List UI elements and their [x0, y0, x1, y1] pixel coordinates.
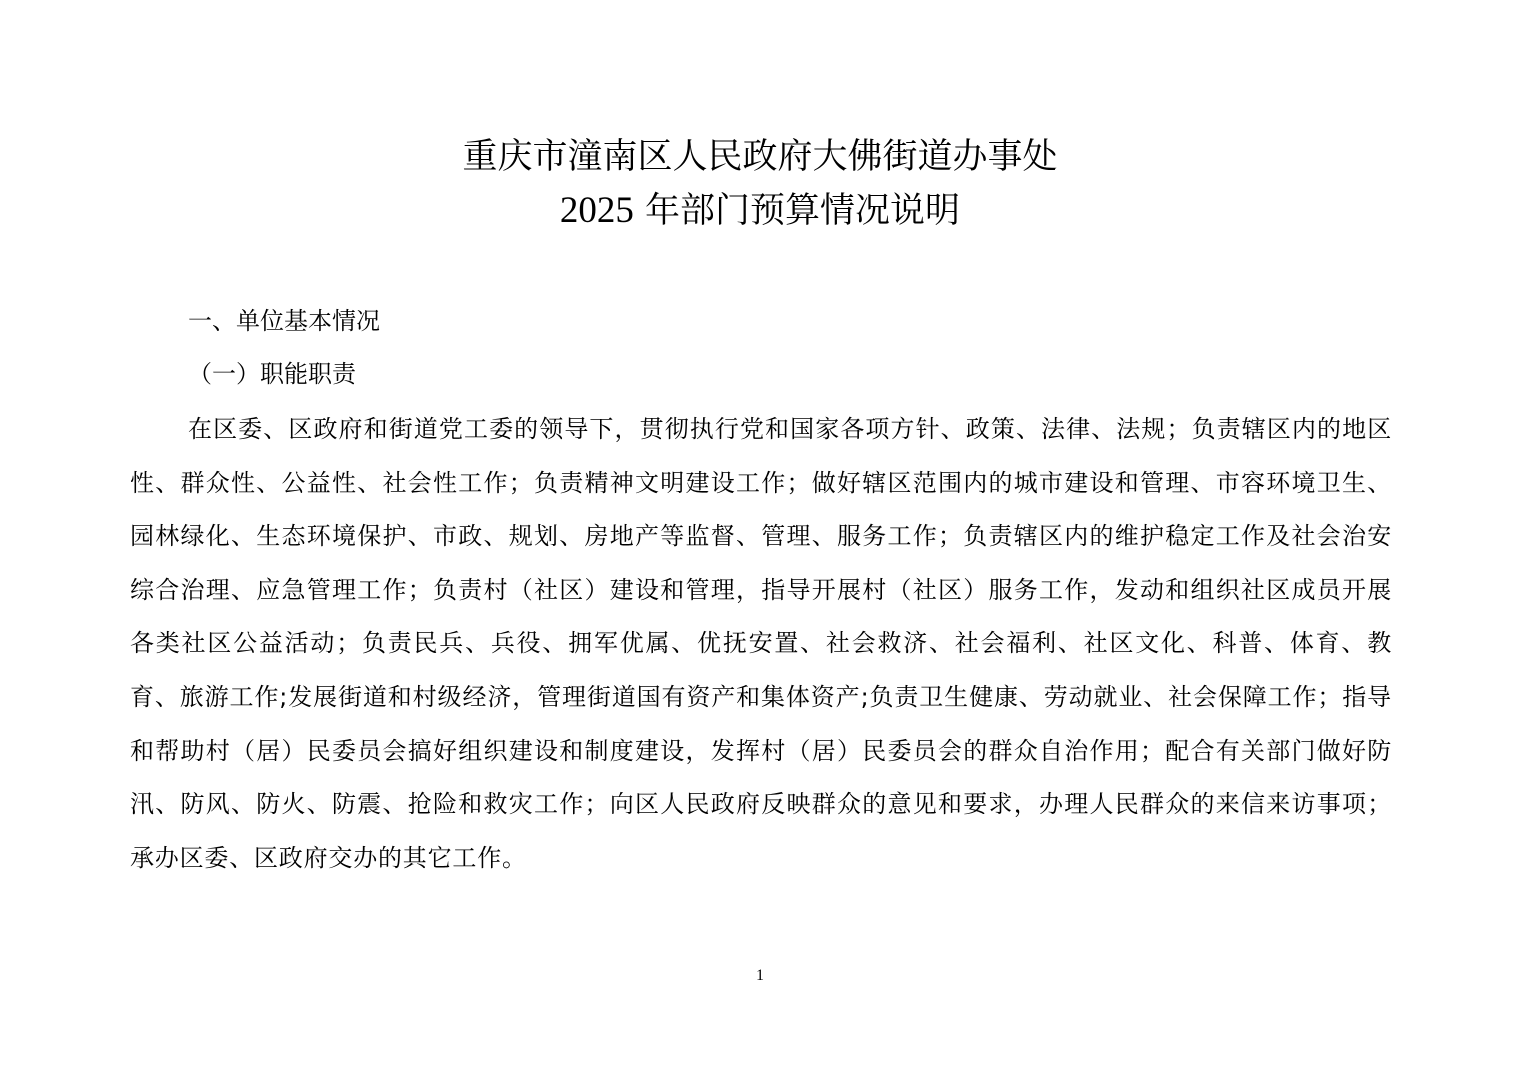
document-title-line-1: 重庆市潼南区人民政府大佛街道办事处: [462, 137, 1058, 177]
body-paragraph: 在区委、区政府和街道党工委的领导下，贯彻执行党和国家各项方针、政策、法律、法规；负责辖区内的地区性、群众性、公益性、社会性工作；负责精神文明建设工作；做好辖区范围内的城市建设和管理、市容环境卫生、园林绿化、生态环境保护、市政、规划、房地产等监督、管理、服务工作；负责辖区内的维护稳定工作及社会治安综合治理、应急管理工作；负责村（社区）建设和管理，指导开展村（社区）服务工作，发动和组织社区成员开展各类社区公益活动；负责民兵、兵役、拥军优属、优抚安置、社会救济、社会福利、社区文化、科普、体育、教育、旅游工作;发展街道和村级经济，管理街道国有资产和集体资产;负责卫生健康、劳动就业、社会保障工作；指导和帮助村（居）民委员会搞好组织建设和制度建设，发挥村（居）民委员会的群众自治作用；配合有关部门做好防汛、防风、防火、防震、抢险和救灾工作；向区人民政府反映群众的意见和要求，办理人民群众的来信来访事项；承办区委、区政府交办的其它工作。: [130, 415, 1392, 872]
document-title-line-2: [0, 189, 1520, 233]
section-heading: 一、单位基本情况: [188, 307, 380, 335]
page-number: 1: [756, 967, 764, 984]
document-title-year: 2025: [559, 190, 634, 231]
subsection-heading: （一）职能职责: [188, 360, 356, 388]
document-title-suffix: 年部门预算情况说明: [633, 191, 961, 231]
